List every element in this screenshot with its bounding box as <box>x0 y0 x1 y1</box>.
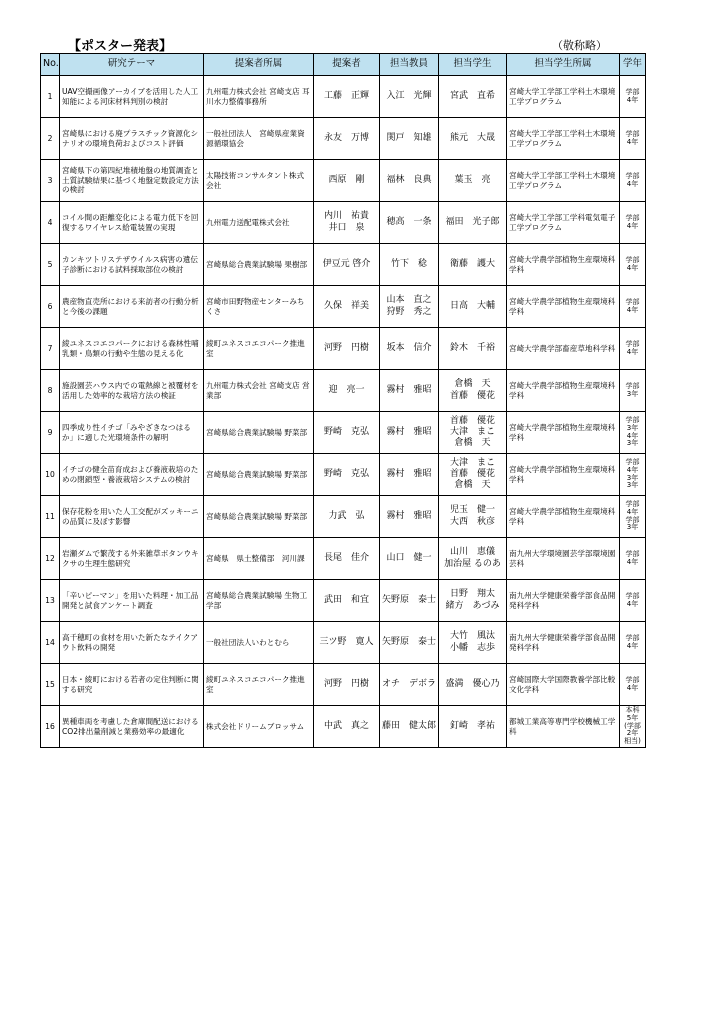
presenter-name-line: 河野 円樹 <box>323 678 369 689</box>
presenter-name-line: 工藤 正輝 <box>323 90 369 101</box>
grade-line: 4年 <box>626 431 639 440</box>
grade-line: 学部 <box>625 297 640 306</box>
grade <box>620 622 646 664</box>
grade-line: 4年 <box>626 347 639 356</box>
teacher-name <box>380 244 439 286</box>
presenter-name <box>314 664 380 706</box>
proposer-affiliation: 九州電力送配電株式会社 <box>204 202 314 244</box>
grade <box>620 76 646 118</box>
proposer-affiliation: 綾町ユネスコエコパーク推進室 <box>204 664 314 706</box>
table-row <box>41 328 646 370</box>
teacher-name-line: 藤田 健太郎 <box>382 720 437 731</box>
grade <box>620 286 646 328</box>
grade <box>620 412 646 454</box>
research-theme: 農産物直売所における来訪者の行動分析と今後の課題 <box>60 286 204 328</box>
student-name-line: 熊元 大晟 <box>449 132 495 143</box>
table-row <box>41 538 646 580</box>
student-affiliation: 南九州大学健康栄養学部食品開発科学科 <box>507 622 620 664</box>
research-theme: 「辛いピーマン」を用いた料理・加工品開発と試食アンケート調査 <box>60 580 204 622</box>
research-theme: 施設園芸ハウス内での電熱線と被覆材を活用した効率的な栽培方法の検証 <box>60 370 204 412</box>
grade-line: 学部 <box>625 213 640 222</box>
grade-line: 4年 <box>626 465 639 474</box>
table-row <box>41 580 646 622</box>
presenter-name <box>314 370 380 412</box>
presenter-name <box>314 496 380 538</box>
grade-line: 学部 <box>625 339 640 348</box>
honorifics-note: （敬称略） <box>552 39 607 52</box>
presenter-name-line: 永友 万博 <box>323 132 369 143</box>
grade-line: 2年 <box>626 729 639 738</box>
grade-line: 学部 <box>625 633 640 642</box>
research-theme: 日本・綾町における若者の定住判断に関する研究 <box>60 664 204 706</box>
teacher-name-line: オチ デボラ <box>382 678 437 689</box>
table-row <box>41 622 646 664</box>
student-name <box>439 664 507 706</box>
teacher-name <box>380 538 439 580</box>
student-name-line: 首藤 優花 <box>449 468 495 479</box>
teacher-name-line: 霧村 雅昭 <box>386 384 432 395</box>
student-name-line: 小幡 志歩 <box>449 642 495 653</box>
presenter-name-line: 長尾 佳介 <box>323 552 369 563</box>
grade-line: 3年 <box>626 523 639 532</box>
presenter-name <box>314 580 380 622</box>
presenter-name <box>314 244 380 286</box>
student-affiliation: 宮崎大学工学部工学科土木環境工学プログラム <box>507 118 620 160</box>
grade-line: 4年 <box>626 179 639 188</box>
student-affiliation: 宮崎大学農学部植物生産環境科学科 <box>507 496 620 538</box>
research-theme: 四季成り性イチゴ「みやざきなつはるか」に適した光環境条件の解明 <box>60 412 204 454</box>
student-name-line: 倉橋 天 <box>454 480 491 491</box>
student-name <box>439 580 507 622</box>
student-name-line: 宮武 直希 <box>449 90 495 101</box>
teacher-name <box>380 496 439 538</box>
student-affiliation: 宮崎大学農学部植物生産環境科学科 <box>507 370 620 412</box>
presenter-name-line: 野崎 克弘 <box>323 468 369 479</box>
row-number: 2 <box>41 118 60 160</box>
proposer-affiliation: 一般社団法人いわとむら <box>204 622 314 664</box>
student-name <box>439 538 507 580</box>
presenter-name <box>314 286 380 328</box>
row-number: 14 <box>41 622 60 664</box>
table-row <box>41 370 646 412</box>
table-row <box>41 706 646 748</box>
presenter-name-line: 西原 剛 <box>328 174 365 185</box>
teacher-name <box>380 454 439 496</box>
student-name-line: 大津 まこ <box>449 426 495 437</box>
presenter-name <box>314 328 380 370</box>
row-number: 16 <box>41 706 60 748</box>
research-theme: 異種車両を考慮した倉庫間配送におけるCO2排出量削減と業務効率の最適化 <box>60 706 204 748</box>
student-name <box>439 496 507 538</box>
header-row <box>41 54 646 76</box>
student-name <box>439 370 507 412</box>
presenter-name-line: 伊豆元 啓介 <box>322 258 371 269</box>
grade <box>620 328 646 370</box>
proposer-affiliation: 株式会社ドリームブロッサム <box>204 706 314 748</box>
page-title: 【ポスター発表】 <box>68 39 173 54</box>
grade-line: 4年 <box>626 137 639 146</box>
presenter-name <box>314 118 380 160</box>
presenter-name-line: 力武 弘 <box>328 510 365 521</box>
teacher-name-line: 矢野原 泰士 <box>382 594 437 605</box>
teacher-name <box>380 328 439 370</box>
grade <box>620 244 646 286</box>
student-name-line: 葉玉 亮 <box>454 174 491 185</box>
presenter-name <box>314 622 380 664</box>
proposer-affiliation: 一般社団法人 宮崎県産業資源循環協会 <box>204 118 314 160</box>
proposer-affiliation: 宮崎市田野物産センターみちくさ <box>204 286 314 328</box>
teacher-name <box>380 370 439 412</box>
header-grade: 学年 <box>620 54 646 76</box>
header-no: No. <box>41 54 60 76</box>
row-number: 13 <box>41 580 60 622</box>
table-row <box>41 454 646 496</box>
presenter-name-line: 井口 泉 <box>328 222 365 233</box>
row-number: 4 <box>41 202 60 244</box>
grade-line: 本科 <box>625 706 640 715</box>
student-name-line: 大西 秋彦 <box>449 516 495 527</box>
teacher-name-line: 関戸 知雄 <box>386 132 432 143</box>
grade-line: 学部 <box>625 675 640 684</box>
proposer-affiliation: 宮崎県総合農業試験場 生物工学部 <box>204 580 314 622</box>
teacher-name-line: 坂本 信介 <box>386 342 432 353</box>
presenter-name-line: 中武 真之 <box>323 720 369 731</box>
row-number: 8 <box>41 370 60 412</box>
poster-table <box>40 53 646 748</box>
presenter-name <box>314 706 380 748</box>
header-theme: 研究テーマ <box>60 54 204 76</box>
row-number: 1 <box>41 76 60 118</box>
student-affiliation: 宮崎大学工学部工学科土木環境工学プログラム <box>507 160 620 202</box>
student-name <box>439 76 507 118</box>
row-number: 5 <box>41 244 60 286</box>
student-name <box>439 118 507 160</box>
student-name <box>439 244 507 286</box>
table-row <box>41 76 646 118</box>
presenter-name <box>314 454 380 496</box>
proposer-affiliation: 九州電力株式会社 宮崎支店 耳川水力整備事務所 <box>204 76 314 118</box>
row-number: 10 <box>41 454 60 496</box>
student-affiliation: 宮崎大学農学部畜産草地科学科 <box>507 328 620 370</box>
student-affiliation: 南九州大学健康栄養学部食品開発科学科 <box>507 580 620 622</box>
table-row <box>41 496 646 538</box>
grade <box>620 202 646 244</box>
row-number: 12 <box>41 538 60 580</box>
proposer-affiliation: 宮崎県総合農業試験場 野菜部 <box>204 454 314 496</box>
teacher-name-line: 山本 直之 <box>386 295 432 306</box>
grade-line: 学部 <box>625 500 640 509</box>
student-name-line: 倉橋 天 <box>454 438 491 449</box>
header-student: 担当学生 <box>439 54 507 76</box>
research-theme: UAV空撮画像アーカイブを活用した人工知能による河床材料判別の検討 <box>60 76 204 118</box>
student-name-line: 倉橋 天 <box>454 379 491 390</box>
student-name-line: 首藤 優花 <box>449 415 495 426</box>
student-name <box>439 412 507 454</box>
student-name <box>439 622 507 664</box>
proposer-affiliation: 宮崎県総合農業試験場 果樹部 <box>204 244 314 286</box>
row-number: 15 <box>41 664 60 706</box>
student-name-line: 大津 まこ <box>449 457 495 468</box>
teacher-name-line: 竹下 稔 <box>390 258 427 269</box>
header-teacher: 担当教員 <box>380 54 439 76</box>
student-affiliation: 宮崎大学工学部工学科土木環境工学プログラム <box>507 76 620 118</box>
row-number: 7 <box>41 328 60 370</box>
student-name-line: 大竹 風汰 <box>449 631 495 642</box>
grade-line: 3年 <box>626 481 639 490</box>
grade-line: 学部 <box>625 591 640 600</box>
proposer-affiliation: 九州電力株式会社 宮崎支店 営業部 <box>204 370 314 412</box>
table-body <box>41 76 646 748</box>
teacher-name <box>380 118 439 160</box>
teacher-name <box>380 706 439 748</box>
grade-line: 4年 <box>626 507 639 516</box>
row-number: 9 <box>41 412 60 454</box>
teacher-name <box>380 286 439 328</box>
grade-line: 学部 <box>625 87 640 96</box>
student-name-line: 鈴木 千裕 <box>449 342 495 353</box>
grade-line: 3年 <box>626 389 639 398</box>
student-name-line: 衛藤 護大 <box>449 258 495 269</box>
grade <box>620 118 646 160</box>
student-affiliation: 宮崎大学工学部工学科電気電子工学プログラム <box>507 202 620 244</box>
grade <box>620 538 646 580</box>
table-row <box>41 412 646 454</box>
grade-line: 4年 <box>626 305 639 314</box>
teacher-name <box>380 622 439 664</box>
teacher-name <box>380 412 439 454</box>
presenter-name <box>314 412 380 454</box>
grade-line: 学部 <box>625 549 640 558</box>
research-theme: 保存花粉を用いた人工交配がズッキーニの品質に及ぼす影響 <box>60 496 204 538</box>
grade-line: 学部 <box>625 129 640 138</box>
presenter-name <box>314 160 380 202</box>
table-row <box>41 202 646 244</box>
teacher-name-line: 霧村 雅昭 <box>386 426 432 437</box>
teacher-name <box>380 76 439 118</box>
teacher-name-line: 山口 健一 <box>386 552 432 563</box>
grade-line: 学部 <box>625 515 640 524</box>
teacher-name-line: 霧村 雅昭 <box>386 510 432 521</box>
teacher-name-line: 狩野 秀之 <box>386 306 432 317</box>
teacher-name-line: 入江 光輝 <box>386 90 432 101</box>
grade-line: 学部 <box>625 255 640 264</box>
grade <box>620 454 646 496</box>
student-affiliation: 都城工業高等専門学校機械工学科 <box>507 706 620 748</box>
grade-line: 4年 <box>626 683 639 692</box>
research-theme: コイル間の距離変化による電力低下を回復するワイヤレス給電装置の実現 <box>60 202 204 244</box>
research-theme: イチゴの健全苗育成および養液栽培のための閉鎖型・養液栽培システムの検討 <box>60 454 204 496</box>
teacher-name <box>380 160 439 202</box>
student-name-line: 加治屋 るのあ <box>444 558 501 569</box>
research-theme: 高千穂町の食材を用いた新たなテイクアウト飲料の開発 <box>60 622 204 664</box>
student-affiliation: 南九州大学環境園芸学部環境園芸科 <box>507 538 620 580</box>
grade-line: 学部 <box>625 171 640 180</box>
research-theme: カンキツトリステザウイルス病害の遺伝子診断における試料採取部位の検討 <box>60 244 204 286</box>
student-name-line: 緒方 あづみ <box>445 600 500 611</box>
grade-line: 3年 <box>626 439 639 448</box>
proposer-affiliation: 宮崎県 県土整備部 河川課 <box>204 538 314 580</box>
table-row <box>41 244 646 286</box>
presenter-name-line: 内川 祐貴 <box>323 211 369 222</box>
student-name-line: 盛満 優心乃 <box>445 678 500 689</box>
header-presenter: 提案者 <box>314 54 380 76</box>
presenter-name <box>314 202 380 244</box>
table-row <box>41 160 646 202</box>
grade-line: 3年 <box>626 473 639 482</box>
table-row <box>41 118 646 160</box>
grade-line: 5年 <box>626 713 639 722</box>
research-theme: 宮崎県下の第四紀堆積地盤の地質調査と土質試験結果に基づく地盤定数設定方法の検討 <box>60 160 204 202</box>
teacher-name-line: 矢野原 泰士 <box>382 636 437 647</box>
presenter-name-line: 野崎 克弘 <box>323 426 369 437</box>
student-name <box>439 286 507 328</box>
research-theme: 岩瀬ダムで繁茂する外来雑草ボタンウキクサの生理生態研究 <box>60 538 204 580</box>
presenter-name-line: 三ツ野 寛人 <box>319 636 374 647</box>
research-theme: 宮崎県における廃プラスチック資源化シナリオの環境負荷およびコスト評価 <box>60 118 204 160</box>
table-row <box>41 286 646 328</box>
grade-line: 3年 <box>626 423 639 432</box>
grade-line: 4年 <box>626 95 639 104</box>
proposer-affiliation: 宮崎県総合農業試験場 野菜部 <box>204 496 314 538</box>
grade <box>620 160 646 202</box>
grade-line: 学部 <box>625 381 640 390</box>
presenter-name-line: 武田 和宜 <box>323 594 369 605</box>
presenter-name <box>314 76 380 118</box>
grade-line: 4年 <box>626 557 639 566</box>
grade-line: 学部 <box>625 416 640 425</box>
grade <box>620 370 646 412</box>
student-affiliation: 宮崎国際大学国際教養学部比較文化学科 <box>507 664 620 706</box>
row-number: 11 <box>41 496 60 538</box>
student-name-line: 福田 光子郎 <box>445 216 500 227</box>
teacher-name-line: 福林 良典 <box>386 174 432 185</box>
grade <box>620 706 646 748</box>
grade-line: 相当) <box>624 737 641 746</box>
student-name <box>439 202 507 244</box>
presenter-name-line: 迎 亮一 <box>328 384 365 395</box>
presenter-name-line: 河野 円樹 <box>323 342 369 353</box>
presenter-name <box>314 538 380 580</box>
student-name-line: 釘崎 孝祐 <box>449 720 495 731</box>
grade <box>620 496 646 538</box>
proposer-affiliation: 宮崎県総合農業試験場 野菜部 <box>204 412 314 454</box>
student-affiliation: 宮崎大学農学部植物生産環境科学科 <box>507 286 620 328</box>
teacher-name <box>380 664 439 706</box>
grade-line: 4年 <box>626 599 639 608</box>
grade-line: 4年 <box>626 263 639 272</box>
teacher-name-line: 霧村 雅昭 <box>386 468 432 479</box>
student-name-line: 児玉 健一 <box>449 505 495 516</box>
student-name-line: 山川 恵儀 <box>449 547 495 558</box>
proposer-affiliation: 太陽技術コンサルタント株式会社 <box>204 160 314 202</box>
student-affiliation: 宮崎大学農学部植物生産環境科学科 <box>507 244 620 286</box>
presenter-name-line: 久保 祥美 <box>323 300 369 311</box>
student-name-line: 首藤 優花 <box>449 390 495 401</box>
header-affiliation: 提案者所属 <box>204 54 314 76</box>
student-name <box>439 706 507 748</box>
student-name-line: 日野 翔太 <box>449 589 495 600</box>
teacher-name-line: 穂高 一条 <box>386 216 432 227</box>
grade-line: 学部 <box>625 458 640 467</box>
student-affiliation: 宮崎大学農学部植物生産環境科学科 <box>507 454 620 496</box>
grade-line: (学部 <box>624 721 641 730</box>
teacher-name <box>380 580 439 622</box>
grade-line: 4年 <box>626 221 639 230</box>
student-name <box>439 454 507 496</box>
teacher-name <box>380 202 439 244</box>
proposer-affiliation: 綾町ユネスコエコパーク推進室 <box>204 328 314 370</box>
research-theme: 綾ユネスコエコパークにおける森林性哺乳類・鳥類の行動や生態の見える化 <box>60 328 204 370</box>
table-row <box>41 664 646 706</box>
student-name <box>439 328 507 370</box>
grade-line: 4年 <box>626 641 639 650</box>
row-number: 6 <box>41 286 60 328</box>
row-number: 3 <box>41 160 60 202</box>
header-student-affiliation: 担当学生所属 <box>507 54 620 76</box>
student-name-line: 日高 大輔 <box>449 300 495 311</box>
grade <box>620 664 646 706</box>
grade <box>620 580 646 622</box>
student-name <box>439 160 507 202</box>
student-affiliation: 宮崎大学農学部植物生産環境科学科 <box>507 412 620 454</box>
